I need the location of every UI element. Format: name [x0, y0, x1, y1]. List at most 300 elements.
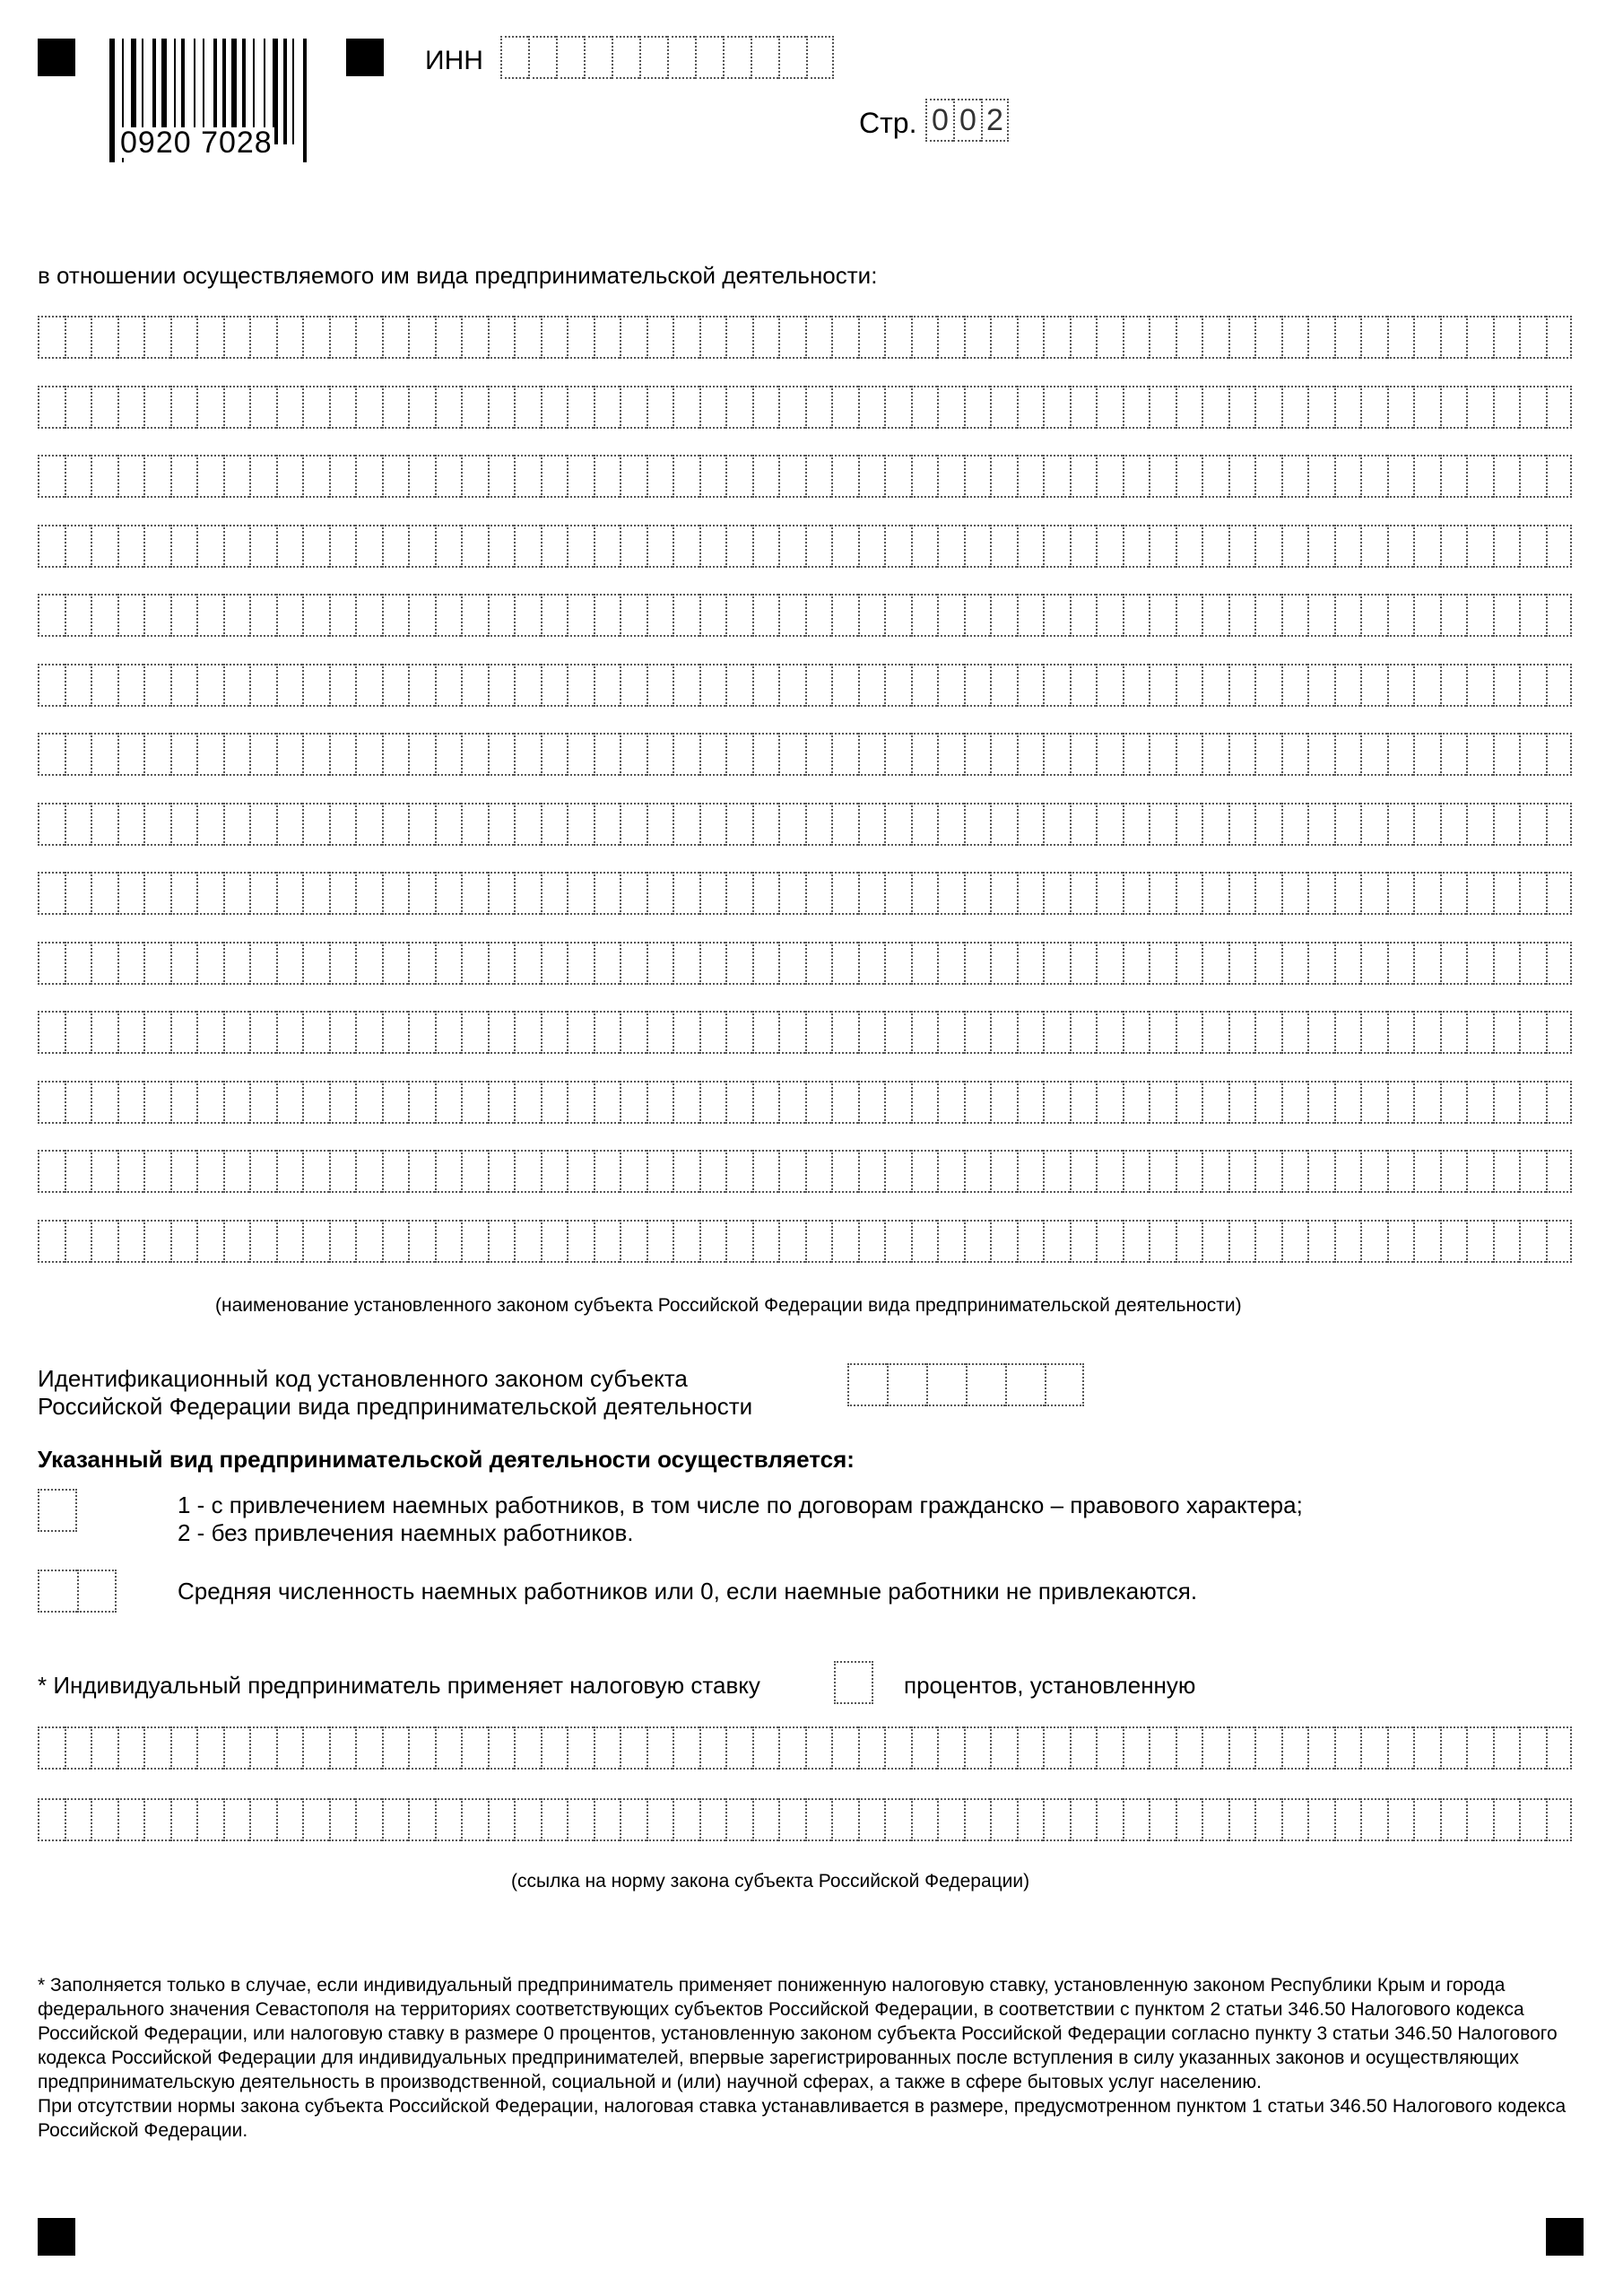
- input-cell[interactable]: [1123, 1081, 1150, 1124]
- input-cell[interactable]: [329, 664, 356, 707]
- input-cell[interactable]: [937, 1011, 964, 1054]
- input-cell[interactable]: [435, 664, 462, 707]
- input-cell[interactable]: [38, 1150, 65, 1193]
- input-cell[interactable]: [778, 942, 805, 985]
- input-cell[interactable]: [937, 594, 964, 637]
- input-cell[interactable]: [196, 733, 223, 776]
- input-cell[interactable]: [805, 455, 832, 498]
- input-cell[interactable]: [966, 1363, 1005, 1406]
- input-cell[interactable]: [964, 1798, 991, 1841]
- input-cell[interactable]: [725, 386, 752, 429]
- input-cell[interactable]: [1070, 525, 1097, 568]
- input-cell[interactable]: [673, 1011, 699, 1054]
- input-cell[interactable]: [1045, 1363, 1084, 1406]
- input-cell[interactable]: [143, 1726, 170, 1770]
- input-cell[interactable]: [1096, 386, 1123, 429]
- input-cell[interactable]: [1070, 803, 1097, 846]
- input-cell[interactable]: [911, 316, 938, 359]
- input-cell[interactable]: [488, 594, 515, 637]
- input-cell[interactable]: [1466, 1011, 1493, 1054]
- input-cell[interactable]: [620, 942, 647, 985]
- input-cell[interactable]: [884, 455, 911, 498]
- input-cell[interactable]: [514, 1798, 541, 1841]
- input-cell[interactable]: [964, 1150, 991, 1193]
- input-cell[interactable]: [1228, 386, 1255, 429]
- input-cell[interactable]: [276, 386, 303, 429]
- input-cell[interactable]: [1202, 1150, 1228, 1193]
- input-cell[interactable]: [911, 942, 938, 985]
- input-cell[interactable]: [355, 664, 382, 707]
- input-cell[interactable]: [805, 386, 832, 429]
- input-cell[interactable]: [196, 1011, 223, 1054]
- input-cell[interactable]: [937, 386, 964, 429]
- input-cell[interactable]: [1281, 1798, 1308, 1841]
- input-cell[interactable]: [408, 1726, 435, 1770]
- input-cell[interactable]: [65, 872, 91, 915]
- input-cell[interactable]: [488, 316, 515, 359]
- input-cell[interactable]: [567, 1011, 594, 1054]
- input-cell[interactable]: [647, 942, 673, 985]
- input-cell[interactable]: [1413, 1011, 1440, 1054]
- input-cell[interactable]: [990, 1798, 1017, 1841]
- input-cell[interactable]: [1070, 386, 1097, 429]
- input-cell[interactable]: [620, 594, 647, 637]
- input-cell[interactable]: [937, 1798, 964, 1841]
- input-cell[interactable]: [65, 525, 91, 568]
- input-cell[interactable]: [1440, 1220, 1467, 1263]
- input-cell[interactable]: [1281, 1726, 1308, 1770]
- input-cell[interactable]: [170, 1726, 197, 1770]
- input-cell[interactable]: [1017, 594, 1044, 637]
- input-cell[interactable]: [831, 1726, 858, 1770]
- input-cell[interactable]: [990, 1011, 1017, 1054]
- input-cell[interactable]: [1254, 316, 1281, 359]
- input-cell[interactable]: [223, 803, 250, 846]
- input-cell[interactable]: [1440, 664, 1467, 707]
- input-cell[interactable]: [725, 1011, 752, 1054]
- input-cell[interactable]: [223, 386, 250, 429]
- input-cell[interactable]: [725, 594, 752, 637]
- input-cell[interactable]: [223, 1798, 250, 1841]
- input-cell[interactable]: [117, 1011, 144, 1054]
- input-cell[interactable]: [673, 316, 699, 359]
- input-cell[interactable]: [514, 664, 541, 707]
- input-cell[interactable]: [884, 1150, 911, 1193]
- input-cell[interactable]: [567, 1150, 594, 1193]
- input-cell[interactable]: [488, 455, 515, 498]
- input-cell[interactable]: [647, 1011, 673, 1054]
- input-cell[interactable]: [620, 316, 647, 359]
- input-cell[interactable]: [1123, 1798, 1150, 1841]
- input-cell[interactable]: [1176, 386, 1202, 429]
- input-cell[interactable]: [1387, 1150, 1414, 1193]
- input-cell[interactable]: [1440, 1726, 1467, 1770]
- input-cell[interactable]: [911, 1081, 938, 1124]
- input-cell[interactable]: [699, 942, 726, 985]
- input-cell[interactable]: [667, 36, 695, 79]
- input-cell[interactable]: [382, 525, 409, 568]
- input-cell[interactable]: [1307, 1726, 1334, 1770]
- input-cell[interactable]: [1202, 525, 1228, 568]
- input-cell[interactable]: [620, 455, 647, 498]
- input-cell[interactable]: [699, 664, 726, 707]
- input-cell[interactable]: [1254, 525, 1281, 568]
- input-cell[interactable]: [1413, 1220, 1440, 1263]
- input-cell[interactable]: [196, 525, 223, 568]
- input-cell[interactable]: [1176, 525, 1202, 568]
- input-cell[interactable]: [699, 803, 726, 846]
- input-cell[interactable]: [1005, 1363, 1045, 1406]
- input-cell[interactable]: [990, 664, 1017, 707]
- input-cell[interactable]: [408, 1798, 435, 1841]
- input-cell[interactable]: [1413, 386, 1440, 429]
- input-cell[interactable]: [1546, 664, 1573, 707]
- input-cell[interactable]: [276, 525, 303, 568]
- input-cell[interactable]: [382, 386, 409, 429]
- input-cell[interactable]: [620, 872, 647, 915]
- input-cell[interactable]: [329, 872, 356, 915]
- input-cell[interactable]: [673, 525, 699, 568]
- input-cell[interactable]: [567, 1726, 594, 1770]
- input-cell[interactable]: [1360, 1798, 1387, 1841]
- input-cell[interactable]: [461, 1081, 488, 1124]
- input-cell[interactable]: [143, 733, 170, 776]
- input-cell[interactable]: [1254, 1798, 1281, 1841]
- input-cell[interactable]: [594, 803, 621, 846]
- input-cell[interactable]: [1466, 1220, 1493, 1263]
- input-cell[interactable]: [302, 1726, 329, 1770]
- input-cell[interactable]: [329, 525, 356, 568]
- input-cell[interactable]: [117, 386, 144, 429]
- input-cell[interactable]: [884, 1081, 911, 1124]
- input-cell[interactable]: [1043, 942, 1070, 985]
- input-cell[interactable]: [1254, 1011, 1281, 1054]
- input-cell[interactable]: [435, 316, 462, 359]
- input-cell[interactable]: [170, 455, 197, 498]
- input-cell[interactable]: [302, 594, 329, 637]
- input-cell[interactable]: [1043, 1150, 1070, 1193]
- input-cell[interactable]: [38, 1798, 65, 1841]
- input-cell[interactable]: [1493, 942, 1520, 985]
- input-cell[interactable]: [752, 1726, 779, 1770]
- input-cell[interactable]: [1493, 1726, 1520, 1770]
- input-cell[interactable]: [752, 525, 779, 568]
- input-cell[interactable]: [541, 1798, 568, 1841]
- input-cell[interactable]: [196, 386, 223, 429]
- input-cell[interactable]: [1254, 803, 1281, 846]
- input-cell[interactable]: [964, 1726, 991, 1770]
- input-cell[interactable]: [647, 872, 673, 915]
- input-cell[interactable]: [1334, 803, 1361, 846]
- input-cell[interactable]: [38, 733, 65, 776]
- input-cell[interactable]: [1202, 1011, 1228, 1054]
- input-cell[interactable]: [1123, 386, 1150, 429]
- input-cell[interactable]: [1546, 803, 1573, 846]
- input-cell[interactable]: [725, 1150, 752, 1193]
- input-cell[interactable]: [647, 733, 673, 776]
- input-cell[interactable]: [1176, 1011, 1202, 1054]
- input-cell[interactable]: [926, 1363, 966, 1406]
- input-cell[interactable]: [276, 1798, 303, 1841]
- input-cell[interactable]: [1123, 733, 1150, 776]
- input-cell[interactable]: [805, 594, 832, 637]
- input-cell[interactable]: [488, 1081, 515, 1124]
- input-cell[interactable]: [143, 1220, 170, 1263]
- input-cell[interactable]: [382, 942, 409, 985]
- input-cell[interactable]: [1466, 1081, 1493, 1124]
- text-row[interactable]: [38, 594, 1572, 637]
- input-cell[interactable]: [1017, 803, 1044, 846]
- input-cell[interactable]: [1387, 455, 1414, 498]
- input-cell[interactable]: [964, 664, 991, 707]
- input-cell[interactable]: [65, 803, 91, 846]
- input-cell[interactable]: [355, 872, 382, 915]
- input-cell[interactable]: [1043, 803, 1070, 846]
- input-cell[interactable]: [196, 803, 223, 846]
- input-cell[interactable]: [1519, 455, 1546, 498]
- input-cell[interactable]: [1123, 803, 1150, 846]
- input-cell[interactable]: [249, 942, 276, 985]
- input-cell[interactable]: [937, 942, 964, 985]
- input-cell[interactable]: [38, 316, 65, 359]
- input-cell[interactable]: [117, 1798, 144, 1841]
- input-cell[interactable]: [1043, 1011, 1070, 1054]
- input-cell[interactable]: [1123, 1011, 1150, 1054]
- input-cell[interactable]: [620, 525, 647, 568]
- input-cell[interactable]: [831, 1011, 858, 1054]
- input-cell[interactable]: [329, 803, 356, 846]
- input-cell[interactable]: [1043, 525, 1070, 568]
- input-cell[interactable]: [1334, 1011, 1361, 1054]
- input-cell[interactable]: [91, 1150, 117, 1193]
- input-cell[interactable]: [1307, 594, 1334, 637]
- input-cell[interactable]: [911, 1220, 938, 1263]
- input-cell[interactable]: [1254, 455, 1281, 498]
- input-cell[interactable]: [858, 386, 885, 429]
- input-cell[interactable]: [249, 316, 276, 359]
- input-cell[interactable]: [1387, 942, 1414, 985]
- input-cell[interactable]: [1440, 872, 1467, 915]
- input-cell[interactable]: [1493, 1150, 1520, 1193]
- input-cell[interactable]: [435, 872, 462, 915]
- input-cell[interactable]: [1228, 594, 1255, 637]
- input-cell[interactable]: [1466, 386, 1493, 429]
- input-cell[interactable]: [964, 525, 991, 568]
- input-cell[interactable]: [831, 803, 858, 846]
- text-row[interactable]: [38, 316, 1572, 359]
- input-cell[interactable]: [91, 1220, 117, 1263]
- input-cell[interactable]: [541, 316, 568, 359]
- text-row[interactable]: [38, 1220, 1572, 1263]
- input-cell[interactable]: [911, 872, 938, 915]
- input-cell[interactable]: [620, 1150, 647, 1193]
- input-cell[interactable]: [937, 803, 964, 846]
- input-cell[interactable]: [302, 525, 329, 568]
- input-cell[interactable]: [1413, 594, 1440, 637]
- input-cell[interactable]: [355, 733, 382, 776]
- input-cell[interactable]: [329, 594, 356, 637]
- input-cell[interactable]: [594, 386, 621, 429]
- input-cell[interactable]: [355, 1150, 382, 1193]
- input-cell[interactable]: [1360, 942, 1387, 985]
- input-cell[interactable]: [355, 1081, 382, 1124]
- input-cell[interactable]: [461, 594, 488, 637]
- input-cell[interactable]: [1493, 1011, 1520, 1054]
- input-cell[interactable]: [488, 664, 515, 707]
- input-cell[interactable]: [1281, 942, 1308, 985]
- input-cell[interactable]: [408, 803, 435, 846]
- input-cell[interactable]: [91, 1798, 117, 1841]
- input-cell[interactable]: [65, 942, 91, 985]
- input-cell[interactable]: [1546, 525, 1573, 568]
- page-number-field[interactable]: [925, 99, 1009, 142]
- input-cell[interactable]: [65, 386, 91, 429]
- input-cell[interactable]: [249, 1726, 276, 1770]
- input-cell[interactable]: [1228, 942, 1255, 985]
- input-cell[interactable]: [223, 455, 250, 498]
- input-cell[interactable]: [514, 316, 541, 359]
- input-cell[interactable]: [778, 1220, 805, 1263]
- input-cell[interactable]: [514, 1081, 541, 1124]
- input-cell[interactable]: [805, 942, 832, 985]
- input-cell[interactable]: [1176, 803, 1202, 846]
- input-cell[interactable]: [1360, 594, 1387, 637]
- input-cell[interactable]: [1334, 1150, 1361, 1193]
- input-cell[interactable]: [1176, 455, 1202, 498]
- input-cell[interactable]: [1096, 664, 1123, 707]
- input-cell[interactable]: [1387, 664, 1414, 707]
- input-cell[interactable]: [647, 803, 673, 846]
- input-cell[interactable]: [117, 316, 144, 359]
- input-cell[interactable]: [514, 803, 541, 846]
- input-cell[interactable]: [1254, 872, 1281, 915]
- input-cell[interactable]: [752, 594, 779, 637]
- input-cell[interactable]: [937, 455, 964, 498]
- input-cell[interactable]: [514, 1726, 541, 1770]
- input-cell[interactable]: [1360, 1150, 1387, 1193]
- input-cell[interactable]: [488, 1011, 515, 1054]
- input-cell[interactable]: [673, 1081, 699, 1124]
- input-cell[interactable]: [858, 1150, 885, 1193]
- input-cell[interactable]: [1176, 1726, 1202, 1770]
- input-cell[interactable]: [91, 1011, 117, 1054]
- input-cell[interactable]: [1202, 316, 1228, 359]
- input-cell[interactable]: [1307, 1798, 1334, 1841]
- input-cell[interactable]: [1413, 1150, 1440, 1193]
- input-cell[interactable]: [1202, 1220, 1228, 1263]
- input-cell[interactable]: [117, 803, 144, 846]
- input-cell[interactable]: [594, 594, 621, 637]
- input-cell[interactable]: [1149, 733, 1176, 776]
- input-cell[interactable]: [1070, 872, 1097, 915]
- text-row[interactable]: [38, 1726, 1572, 1770]
- input-cell[interactable]: [117, 1081, 144, 1124]
- input-cell[interactable]: [514, 455, 541, 498]
- input-cell[interactable]: [143, 525, 170, 568]
- input-cell[interactable]: [143, 1150, 170, 1193]
- input-cell[interactable]: [1281, 1220, 1308, 1263]
- input-cell[interactable]: [1466, 872, 1493, 915]
- input-cell[interactable]: [1149, 1011, 1176, 1054]
- input-cell[interactable]: [276, 942, 303, 985]
- input-cell[interactable]: [1519, 872, 1546, 915]
- input-cell[interactable]: [1466, 525, 1493, 568]
- input-cell[interactable]: [1440, 733, 1467, 776]
- input-cell[interactable]: [725, 733, 752, 776]
- text-row[interactable]: [38, 1798, 1572, 1841]
- input-cell[interactable]: [276, 1150, 303, 1193]
- input-cell[interactable]: [964, 1081, 991, 1124]
- input-cell[interactable]: [1096, 316, 1123, 359]
- input-cell[interactable]: [778, 1726, 805, 1770]
- input-cell[interactable]: [302, 1798, 329, 1841]
- input-cell[interactable]: [541, 803, 568, 846]
- input-cell[interactable]: [751, 36, 778, 79]
- input-cell[interactable]: [302, 664, 329, 707]
- input-cell[interactable]: [752, 1220, 779, 1263]
- input-cell[interactable]: [38, 1011, 65, 1054]
- input-cell[interactable]: [276, 1220, 303, 1263]
- input-cell[interactable]: [964, 386, 991, 429]
- input-cell[interactable]: [858, 316, 885, 359]
- input-cell[interactable]: [541, 1011, 568, 1054]
- input-cell[interactable]: [249, 455, 276, 498]
- input-cell[interactable]: [170, 942, 197, 985]
- input-cell[interactable]: [1228, 1726, 1255, 1770]
- input-cell[interactable]: [435, 1726, 462, 1770]
- inn-field[interactable]: [500, 36, 834, 79]
- input-cell[interactable]: [1387, 1726, 1414, 1770]
- input-cell[interactable]: [884, 1726, 911, 1770]
- input-cell[interactable]: [541, 664, 568, 707]
- input-cell[interactable]: [382, 1011, 409, 1054]
- input-cell[interactable]: [556, 36, 584, 79]
- input-cell[interactable]: [594, 455, 621, 498]
- input-cell[interactable]: [143, 316, 170, 359]
- input-cell[interactable]: [1466, 942, 1493, 985]
- input-cell[interactable]: [990, 525, 1017, 568]
- input-cell[interactable]: [408, 525, 435, 568]
- input-cell[interactable]: [1519, 594, 1546, 637]
- input-cell[interactable]: [620, 664, 647, 707]
- input-cell[interactable]: [699, 525, 726, 568]
- input-cell[interactable]: 0: [925, 99, 953, 142]
- input-cell[interactable]: [884, 1011, 911, 1054]
- input-cell[interactable]: [1043, 733, 1070, 776]
- input-cell[interactable]: [1334, 872, 1361, 915]
- input-cell[interactable]: [1440, 1150, 1467, 1193]
- input-cell[interactable]: [355, 525, 382, 568]
- input-cell[interactable]: [858, 1726, 885, 1770]
- input-cell[interactable]: [1202, 733, 1228, 776]
- input-cell[interactable]: [223, 525, 250, 568]
- input-cell[interactable]: [276, 1011, 303, 1054]
- input-cell[interactable]: [1413, 525, 1440, 568]
- input-cell[interactable]: [1149, 525, 1176, 568]
- input-cell[interactable]: [594, 1150, 621, 1193]
- input-cell[interactable]: [1413, 733, 1440, 776]
- input-cell[interactable]: [725, 1726, 752, 1770]
- input-cell[interactable]: [1202, 455, 1228, 498]
- input-cell[interactable]: [778, 386, 805, 429]
- input-cell[interactable]: [223, 1011, 250, 1054]
- input-cell[interactable]: [831, 455, 858, 498]
- input-cell[interactable]: [1307, 525, 1334, 568]
- input-cell[interactable]: [699, 1798, 726, 1841]
- input-cell[interactable]: [1017, 1798, 1044, 1841]
- input-cell[interactable]: [382, 455, 409, 498]
- input-cell[interactable]: [884, 733, 911, 776]
